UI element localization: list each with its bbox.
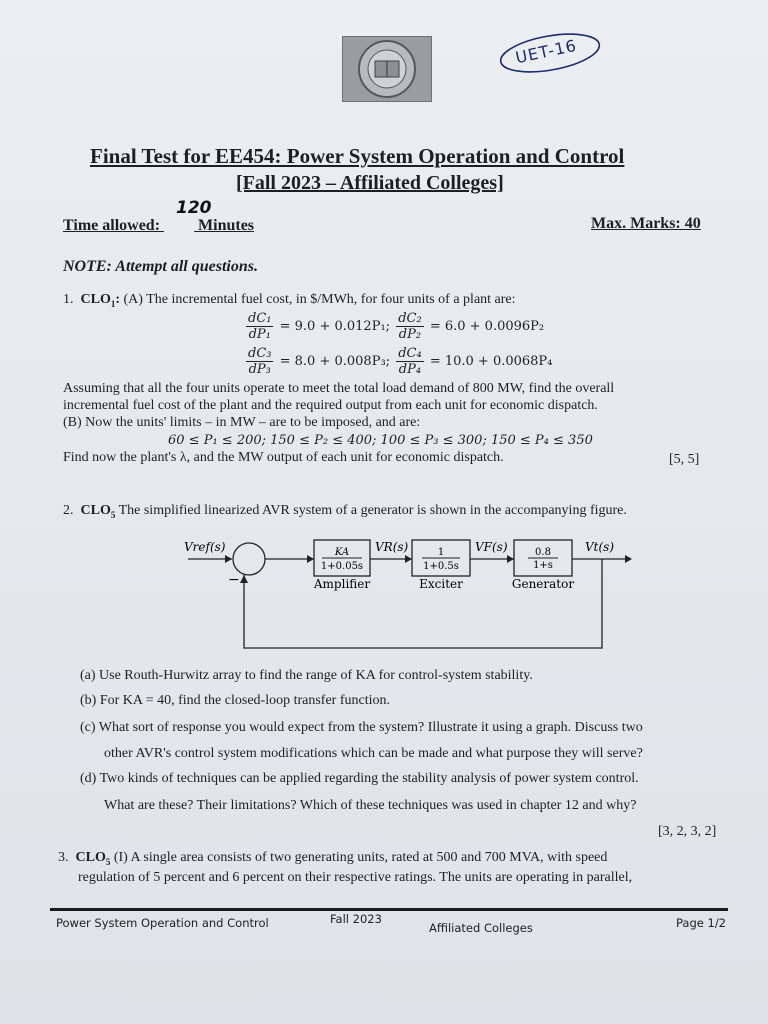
generator-arrow	[507, 555, 514, 563]
time-allowed-label: Time allowed:	[63, 217, 161, 234]
footer-page: Page 1/2	[676, 916, 727, 930]
q2-part-d-2: What are these? Their limitations? Which of these techniques was used in chapter 12 and why?	[104, 798, 637, 813]
gen-denominator: 1+s	[533, 560, 553, 571]
crossed-out-time	[164, 217, 194, 235]
amp-numerator: KA	[334, 547, 350, 558]
university-logo	[342, 36, 432, 102]
q2-part-d-1: (d) Two kinds of techniques can be applied regarding the stability analysis of power system control.	[80, 771, 639, 786]
note: NOTE: Attempt all questions.	[63, 258, 258, 275]
q1-eq4-num: dC₄	[398, 346, 422, 361]
vr-label: VR(s)	[375, 540, 409, 554]
amplifier-label: Amplifier	[313, 577, 371, 591]
q2-part-b: (b) For KA = 40, find the closed-loop transfer function.	[80, 693, 390, 708]
feedback-arrow	[240, 575, 248, 583]
title-line-1: Final Test for EE454: Power System Operation and Control	[90, 144, 625, 168]
q2-clo-sub: 5	[110, 509, 116, 520]
q1-eq2-rhs: = 6.0 + 0.0096P₂	[429, 319, 545, 334]
q1-number: 1.	[63, 292, 74, 307]
q2-marks: [3, 2, 3, 2]	[658, 824, 717, 839]
q1-intro: 1. $CLO_1$: (A) The incremental fuel cost, in $/MWh, for four units of a plant are:	[63, 292, 516, 309]
vf-label: VF(s)	[475, 540, 508, 554]
feedback-line	[244, 559, 602, 648]
q3-line-1-text: (I) A single area consists of two generating units, rated at 500 and 700 MVA, with speed	[113, 850, 608, 865]
q1-eq2-num: dC₂	[398, 311, 422, 326]
time-allowed	[63, 217, 254, 235]
q3-number: 3.	[58, 850, 69, 865]
q1-clo-sub: 1	[110, 298, 116, 309]
q1-eq1-rhs: = 9.0 + 0.012P₁;	[279, 319, 391, 334]
q1-eq4-den: dP₄	[398, 362, 422, 377]
exciter-arrow	[405, 555, 412, 563]
q3-clo-sub: 5	[105, 856, 111, 867]
output-arrow	[625, 555, 632, 563]
vt-label: Vt(s)	[585, 540, 615, 554]
q1-eq2-den: dP₂	[398, 327, 422, 342]
amp-denominator: 1+0.05s	[320, 561, 364, 572]
q2-part-c-2: other AVR's control system modifications which can be made and what purpose they will serve?	[104, 746, 643, 761]
q2-number: 2.	[63, 503, 74, 518]
vref-label: Vref(s)	[184, 540, 226, 554]
summing-junction	[233, 543, 265, 575]
q2-part-c-1: (c) What sort of response you would expect from the system? Illustrate it using a graph. Discuss two	[80, 720, 643, 735]
q1-eq3-den: dP₃	[248, 362, 271, 377]
q1-line-4: Find now the plant's λ, and the MW output of each unit for economic dispatch.	[63, 450, 504, 465]
q1-line-1: Assuming that all the four units operate to meet the total load demand of 800 MW, find the overall	[63, 381, 615, 396]
stamp-text: UET-16	[513, 35, 579, 68]
max-marks: Max. Marks: 40	[591, 215, 701, 232]
q1-eq-row-2	[244, 346, 552, 377]
q1-intro-text: (A) The incremental fuel cost, in $/MWh, for four units of a plant are:	[123, 292, 516, 307]
q1-line-3: (B) Now the units' limits – in MW – are to be imposed, and are:	[63, 415, 421, 430]
q1-clo: CLO	[80, 292, 111, 307]
gen-numerator: 0.8	[535, 547, 551, 558]
q1-eq3-rhs: = 8.0 + 0.008P₃;	[279, 354, 391, 369]
q2-clo: CLO	[80, 503, 111, 518]
handwritten-time: 120	[176, 198, 212, 218]
q1-line-2: incremental fuel cost of the plant and the required output from each unit for economic dispatch.	[63, 398, 598, 413]
q1-eq4-rhs: = 10.0 + 0.0068P₄	[429, 354, 553, 369]
input-arrow	[225, 555, 232, 563]
q1-eq-row-1	[244, 311, 544, 342]
q2-intro	[63, 503, 627, 520]
q2-intro-text: The simplified linearized AVR system of a generator is shown in the accompanying figure.	[118, 503, 627, 518]
q2-part-a: (a) Use Routh-Hurwitz array to find the range of KA for control-system stability.	[80, 668, 533, 683]
exc-denominator: 1+0.5s	[423, 561, 459, 572]
footer-course: Power System Operation and Control	[56, 916, 269, 930]
time-unit: Minutes	[198, 217, 255, 234]
q1-eq1-den: dP₁	[248, 327, 271, 342]
q3-clo: CLO	[75, 850, 106, 865]
title-line-2: [Fall 2023 – Affiliated Colleges]	[236, 172, 504, 194]
q1-eq3-num: dC₃	[248, 346, 272, 361]
amplifier-arrow	[307, 555, 314, 563]
exciter-label: Exciter	[419, 577, 463, 591]
q1-limits: 60 ≤ P₁ ≤ 200; 150 ≤ P₂ ≤ 400; 100 ≤ P₃ ≤ 300; 150 ≤ P₄ ≤ 350	[168, 433, 593, 448]
avr-block-diagram	[0, 528, 768, 660]
exc-numerator: 1	[437, 547, 445, 558]
q1-eq1-num: dC₁	[248, 311, 272, 326]
q1-marks: [5, 5]	[669, 452, 700, 467]
minus-sign: −	[228, 572, 240, 588]
footer-colleges: Affiliated Colleges	[429, 921, 533, 935]
footer-rule	[50, 908, 728, 911]
generator-label: Generator	[511, 577, 575, 591]
footer-term: Fall 2023	[330, 912, 382, 926]
q3-line-1	[58, 850, 607, 867]
q3-line-2: regulation of 5 percent and 6 percent on their respective ratings. The units are operating in parallel,	[78, 870, 633, 885]
